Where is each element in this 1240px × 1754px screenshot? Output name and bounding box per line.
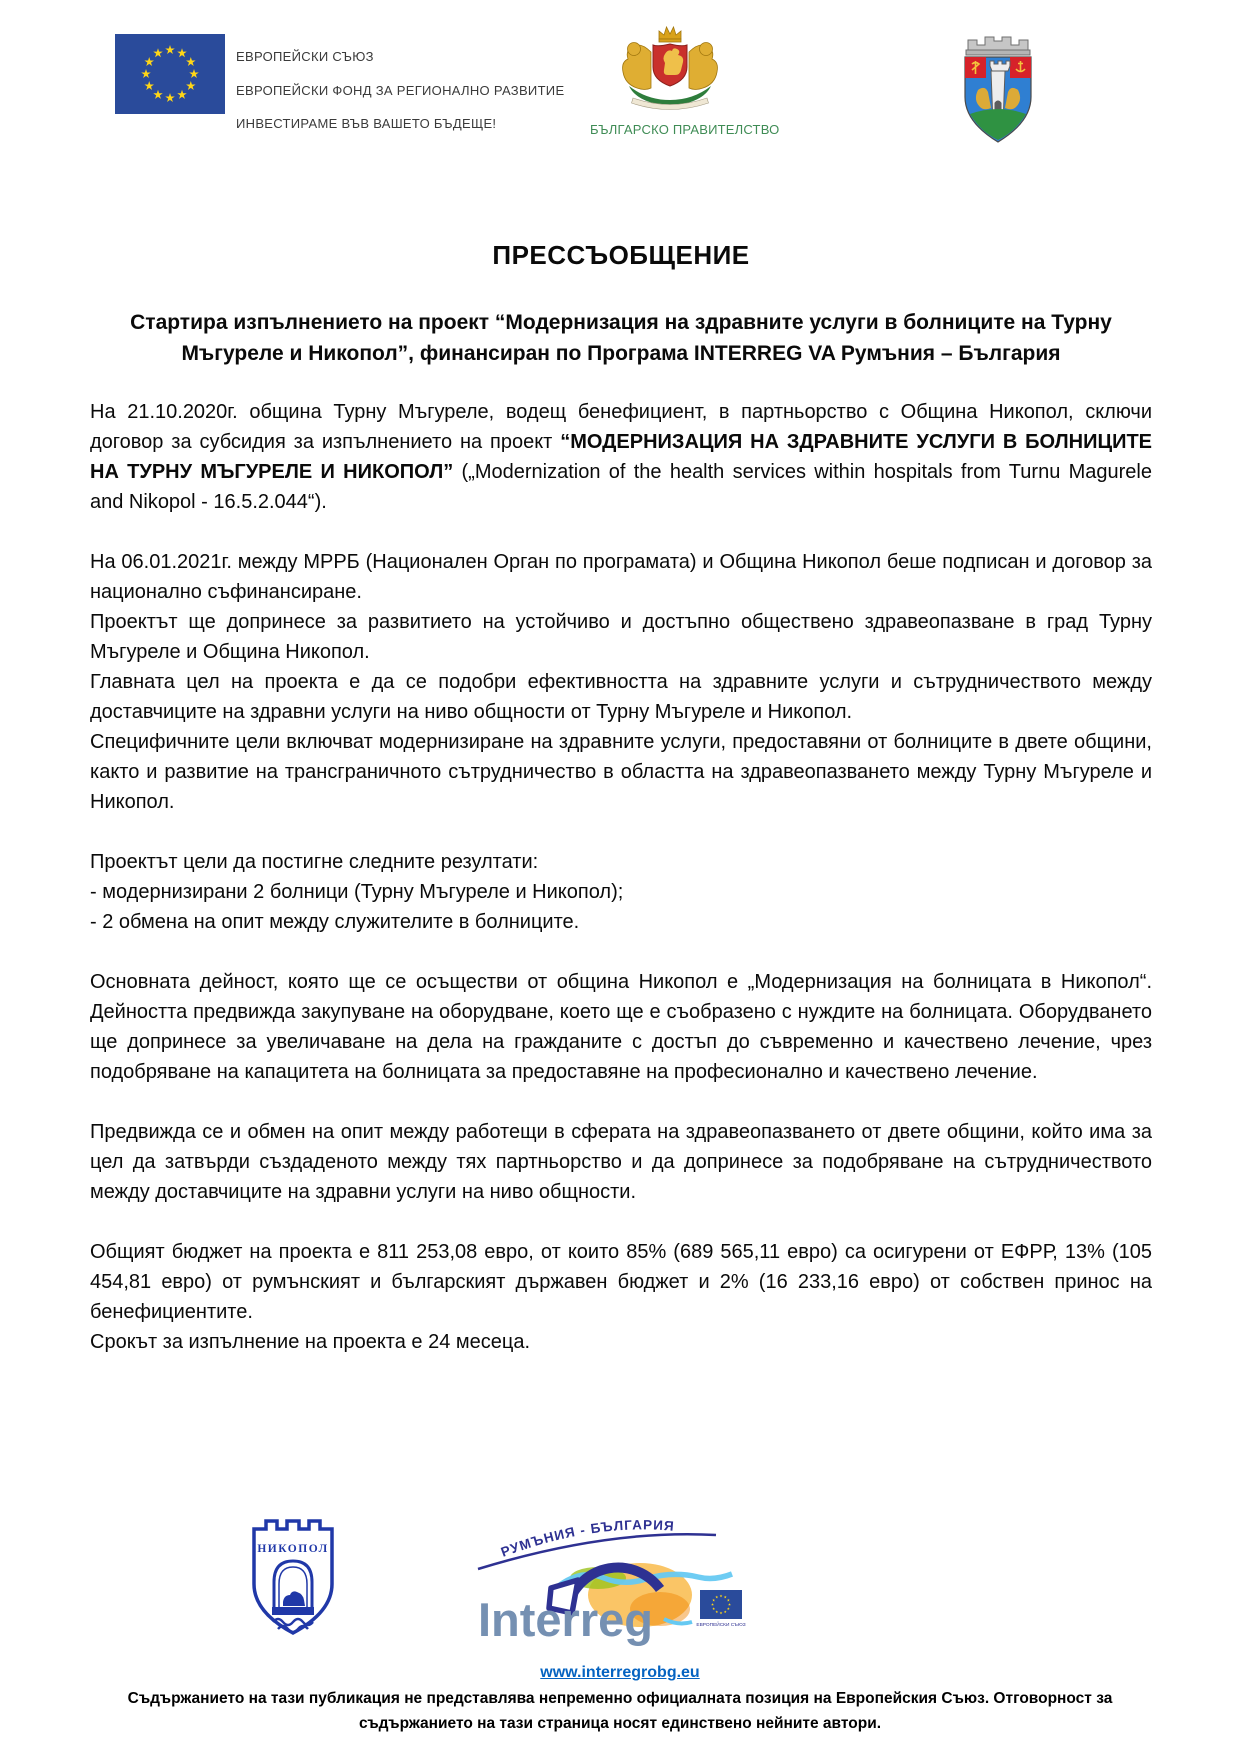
interreg-arc-label: РУМЪНИЯ - БЪЛГАРИЯ: [498, 1517, 676, 1560]
paragraph-main-activity: Основната дейност, която ще се осъществи от община Никопол е „Модернизация на болницата в Никопол“. Дейността предвижда закупуване на оборудване, което ще е съобразено с нуждите на болницата. Оборудването ще допринесе за увеличаване на дела на гражданите с достъп до съвременно и качествено лечение, чрез подобряване на капацитета на болницата за предоставяне на професионално и качествено лечение.: [90, 971, 1152, 1083]
paragraph-1-tail: („Modernization of the health services within hospitals from Turnu Magurele and Nikopol - 16.5.2.044“).: [90, 461, 1152, 513]
interreg-wordmark: Interreg: [478, 1593, 653, 1646]
website-link[interactable]: www.interregrobg.eu: [540, 1664, 700, 1681]
svg-text:РУМЪНИЯ - БЪЛГАРИЯ: [499, 1517, 675, 1559]
paragraph-exchange: Предвижда се и обмен на опит между работещи в сферата на здравеопазването от двете общини, който има за цел да затвърди създаденото между тях партньорство и да допринесе за подобряване на сътрудничеството между доставчиците на здравни услуги на ниво общности.: [90, 1121, 1152, 1203]
eu-funds-text-block: [236, 40, 564, 141]
paragraph-1: [90, 397, 1152, 517]
eu-flag-small-icon: [696, 1590, 745, 1628]
bulgarian-government-emblem-icon: [595, 22, 745, 116]
paragraph-4: Главната цел на проекта е да се подобри ефективността на здравните услуги и сътрудничеството между доставчиците на здравни услуги на ниво общности от Турну Мъгуреле и Никопол.: [90, 671, 1152, 723]
paragraph-5: Специфичните цели включват модернизиране на здравните услуги, предоставяни от болниците в двете общини, както и развитие на трансграничното сътрудничество в областта на здравеопазването между Турну Мъгуреле и Никопол.: [90, 731, 1152, 813]
paragraph-duration: Срокът за изпълнение на проекта е 24 месеца.: [90, 1331, 531, 1353]
page-footer: [0, 1664, 1240, 1736]
subtitle: Стартира изпълнението на проект “Модернизация на здравните услуги в болниците на Турну Мъгуреле и Никопол”, финансиран по Програма INTERREG VA Румъния – България: [130, 311, 1112, 365]
result-item-1: - модернизирани 2 болници (Турну Мъгуреле и Никопол);: [90, 881, 624, 903]
eu-flag-small-caption: ЕВРОПЕЙСКИ СЪЮЗ: [696, 1623, 746, 1628]
nikopol-coat-of-arms-icon: [245, 1512, 341, 1644]
page-title: ПРЕССЪОБЩЕНИЕ: [492, 240, 750, 270]
paragraph-1-bold-project-name: “МОДЕРНИЗАЦИЯ НА ЗДРАВНИТЕ УСЛУГИ В БОЛНИЦИТЕ НА ТУРНУ МЪГУРЕЛЕ И НИКОПОЛ”: [90, 431, 1152, 483]
interreg-logo: [448, 1495, 753, 1650]
paragraph-results-intro: Проектът цели да постигне следните резултати:: [90, 851, 539, 873]
eu-text-line-3: ИНВЕСТИРАМЕ ВЪВ ВАШЕТО БЪДЕЩЕ!: [236, 116, 497, 131]
paragraph-budget: Общият бюджет на проекта е 811 253,08 евро, от които 85% (689 565,11 евро) са осигурени от ЕФРР, 13% (105 454,81 евро) от румънският и българският държавен бюджет и 2% (16 233,16 евро) от собствен принос на бенефициентите.: [90, 1241, 1152, 1323]
disclaimer-text: Съдържанието на тази публикация не представлява непременно официалната позиция на Европейския Съюз. Отговорност за съдържанието на тази страница носят единствено нейните автори.: [127, 1690, 1113, 1732]
bulgarian-government-logo: [590, 22, 780, 137]
result-item-2: - 2 обмена на опит между служителите в болниците.: [90, 911, 580, 933]
paragraph-1-lead: На 21.10.2020г. община Турну Мъгуреле, водещ бенефициент, в партньорство с Община Никопол, сключи договор за субсидия за изпълнението на проект: [90, 401, 1152, 453]
eu-flag-logo: [115, 34, 225, 114]
paragraph-2: На 06.01.2021г. между МРРБ (Национален Орган по програмата) и Община Никопол беше подписан и договор за национално съфинансиране.: [90, 551, 1152, 603]
government-caption: БЪЛГАРСКО ПРАВИТЕЛСТВО: [590, 122, 780, 137]
eu-text-line-1: ЕВРОПЕЙСКИ СЪЮЗ: [236, 49, 374, 64]
eu-text-line-2: ЕВРОПЕЙСКИ ФОНД ЗА РЕГИОНАЛНО РАЗВИТИЕ: [236, 82, 565, 98]
paragraph-3: Проектът ще допринесе за развитието на устойчиво и достъпно обществено здравеопазване в град Турну Мъгуреле и Община Никопол.: [90, 611, 1152, 663]
turnu-magurele-coat-of-arms-icon: [952, 26, 1044, 146]
document-body: [90, 232, 1152, 1357]
nikopol-label: НИКОПОЛ: [257, 1543, 329, 1555]
